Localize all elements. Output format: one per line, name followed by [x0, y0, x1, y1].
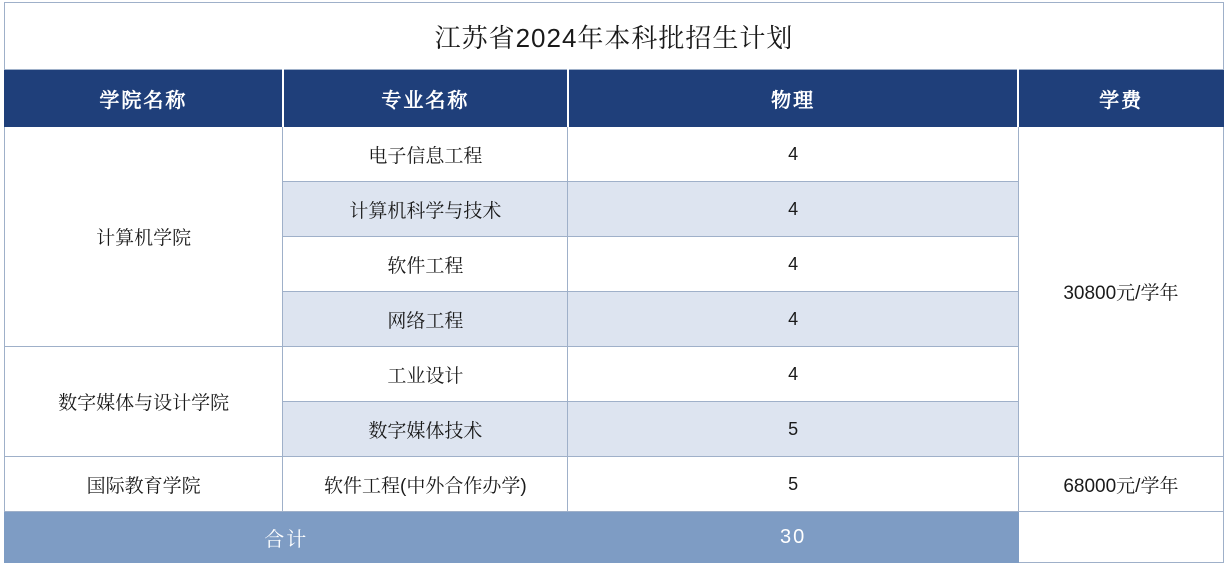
column-header-tuition: 学费 [1018, 70, 1223, 127]
total-row [5, 512, 1224, 563]
page-title: 江苏省2024年本科批招生计划 [5, 3, 1224, 70]
cell-tuition: 68000元/学年 [1018, 457, 1223, 512]
column-header-major: 专业名称 [283, 70, 568, 127]
column-header-physics: 物理 [568, 70, 1018, 127]
cell-physics-count: 4 [568, 292, 1018, 347]
cell-physics-count: 5 [568, 457, 1018, 512]
admission-plan-table [4, 2, 1224, 563]
cell-college-name: 计算机学院 [5, 127, 283, 347]
cell-physics-count: 4 [568, 127, 1018, 182]
cell-physics-count: 4 [568, 347, 1018, 402]
cell-tuition: 30800元/学年 [1018, 127, 1223, 457]
cell-college-name: 数字媒体与设计学院 [5, 347, 283, 457]
cell-major-name: 电子信息工程 [283, 127, 568, 182]
total-tuition-empty [1018, 512, 1223, 563]
cell-physics-count: 4 [568, 237, 1018, 292]
cell-major-name: 软件工程(中外合作办学) [283, 457, 568, 512]
total-label: 合计 [5, 512, 568, 563]
title-row [5, 3, 1224, 70]
table-row [5, 127, 1224, 182]
table-row [5, 457, 1224, 512]
cell-college-name: 国际教育学院 [5, 457, 283, 512]
cell-physics-count: 4 [568, 182, 1018, 237]
table-header-row [5, 70, 1224, 127]
admission-plan-sheet [0, 2, 1228, 573]
cell-major-name: 数字媒体技术 [283, 402, 568, 457]
cell-physics-count: 5 [568, 402, 1018, 457]
cell-major-name: 软件工程 [283, 237, 568, 292]
cell-major-name: 网络工程 [283, 292, 568, 347]
column-header-college: 学院名称 [5, 70, 283, 127]
cell-major-name: 计算机科学与技术 [283, 182, 568, 237]
total-count: 30 [568, 512, 1018, 563]
cell-major-name: 工业设计 [283, 347, 568, 402]
